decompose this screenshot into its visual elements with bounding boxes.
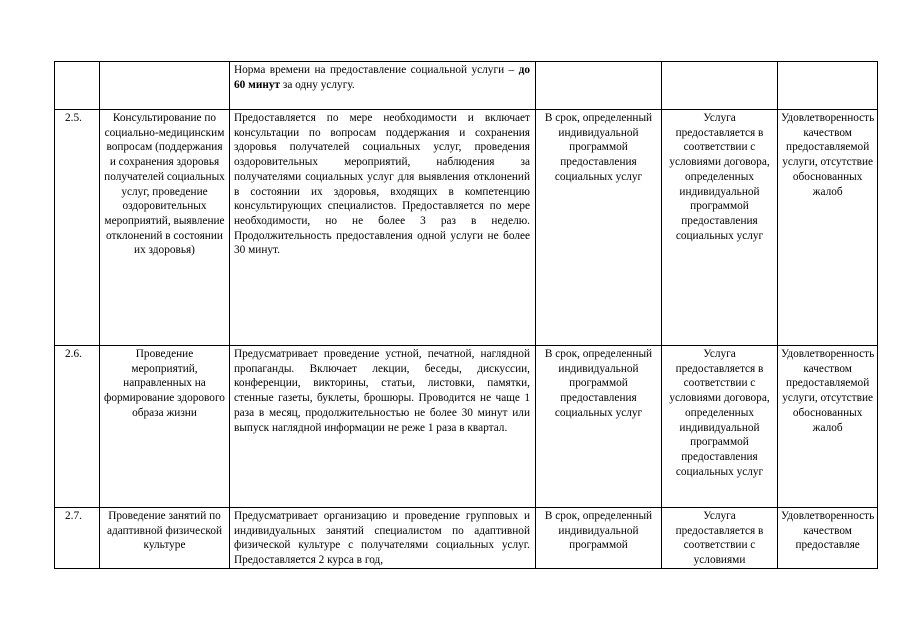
row-number: 2.6.	[55, 346, 100, 508]
service-name: Проведение мероприятий, направленных на формирование здорового образа жизни	[100, 346, 230, 508]
service-indicators	[778, 62, 878, 110]
services-table	[54, 61, 878, 569]
service-conditions: Услуга предоставляется в соответствии с условиями договора, определенных индивидуальной программой предоставления социальных услуг	[662, 346, 778, 508]
service-indicators: Удовлетворенность качеством предоставляемой услуги, отсутствие обоснованных жалоб	[778, 110, 878, 346]
service-term: В срок, определенный индивидуальной программой	[536, 508, 662, 569]
table-row	[55, 110, 878, 346]
table-row	[55, 62, 878, 110]
service-conditions: Услуга предоставляется в соответствии с условиями	[662, 508, 778, 569]
service-name	[100, 62, 230, 110]
service-term	[536, 62, 662, 110]
service-description: Норма времени на предоставление социальной услуги – до 60 минут за одну услугу.	[230, 62, 536, 110]
service-conditions	[662, 62, 778, 110]
service-term: В срок, определенный индивидуальной программой предоставления социальных услуг	[536, 346, 662, 508]
service-name: Проведение занятий по адаптивной физической культуре	[100, 508, 230, 569]
table-row	[55, 346, 878, 508]
row-number: 2.5.	[55, 110, 100, 346]
service-description: Предусматривает организацию и проведение групповых и индивидуальных занятий специалистом по адаптивной физической культуре с получателями социальных услуг. Предоставляется 2 курса в год,	[230, 508, 536, 569]
service-description: Предусматривает проведение устной, печатной, наглядной пропаганды. Включает лекции, беседы, дискуссии, конференции, викторины, статьи, листовки, памятки, стенные газеты, буклеты, брошюры. Проводится не чаще 1 раза в месяц, продолжительностью не более 30 минут или выпуск наглядной информации не реже 1 раза в квартал.	[230, 346, 536, 508]
service-conditions: Услуга предоставляется в соответствии с условиями договора, определенных индивидуальной программой предоставления социальных услуг	[662, 110, 778, 346]
service-term: В срок, определенный индивидуальной программой предоставления социальных услуг	[536, 110, 662, 346]
service-name: Консультирование по социально-медицинским вопросам (поддержания и сохранения здоровья получателей социальных услуг, проведение оздоровительных мероприятий, выявление отклонений в состоянии их здоровья)	[100, 110, 230, 346]
table-row	[55, 508, 878, 569]
row-number: 2.7.	[55, 508, 100, 569]
service-indicators: Удовлетворенность качеством предоставляемой услуги, отсутствие обоснованных жалоб	[778, 346, 878, 508]
row-number	[55, 62, 100, 110]
service-description: Предоставляется по мере необходимости и включает консультации по вопросам поддержания и сохранения здоровья получателей социальных услуг, проведения оздоровительных мероприятий, наблюдения за получателями социальных услуг для выявления отклонений в состоянии их здоровья, входящих в компетенцию консультирующих специалистов. Предоставляется по мере необходимости, но не более 3 раз в неделю. Продолжительность предоставления одной услуги не более 30 минут.	[230, 110, 536, 346]
service-indicators: Удовлетворенность качеством предоставляе	[778, 508, 878, 569]
